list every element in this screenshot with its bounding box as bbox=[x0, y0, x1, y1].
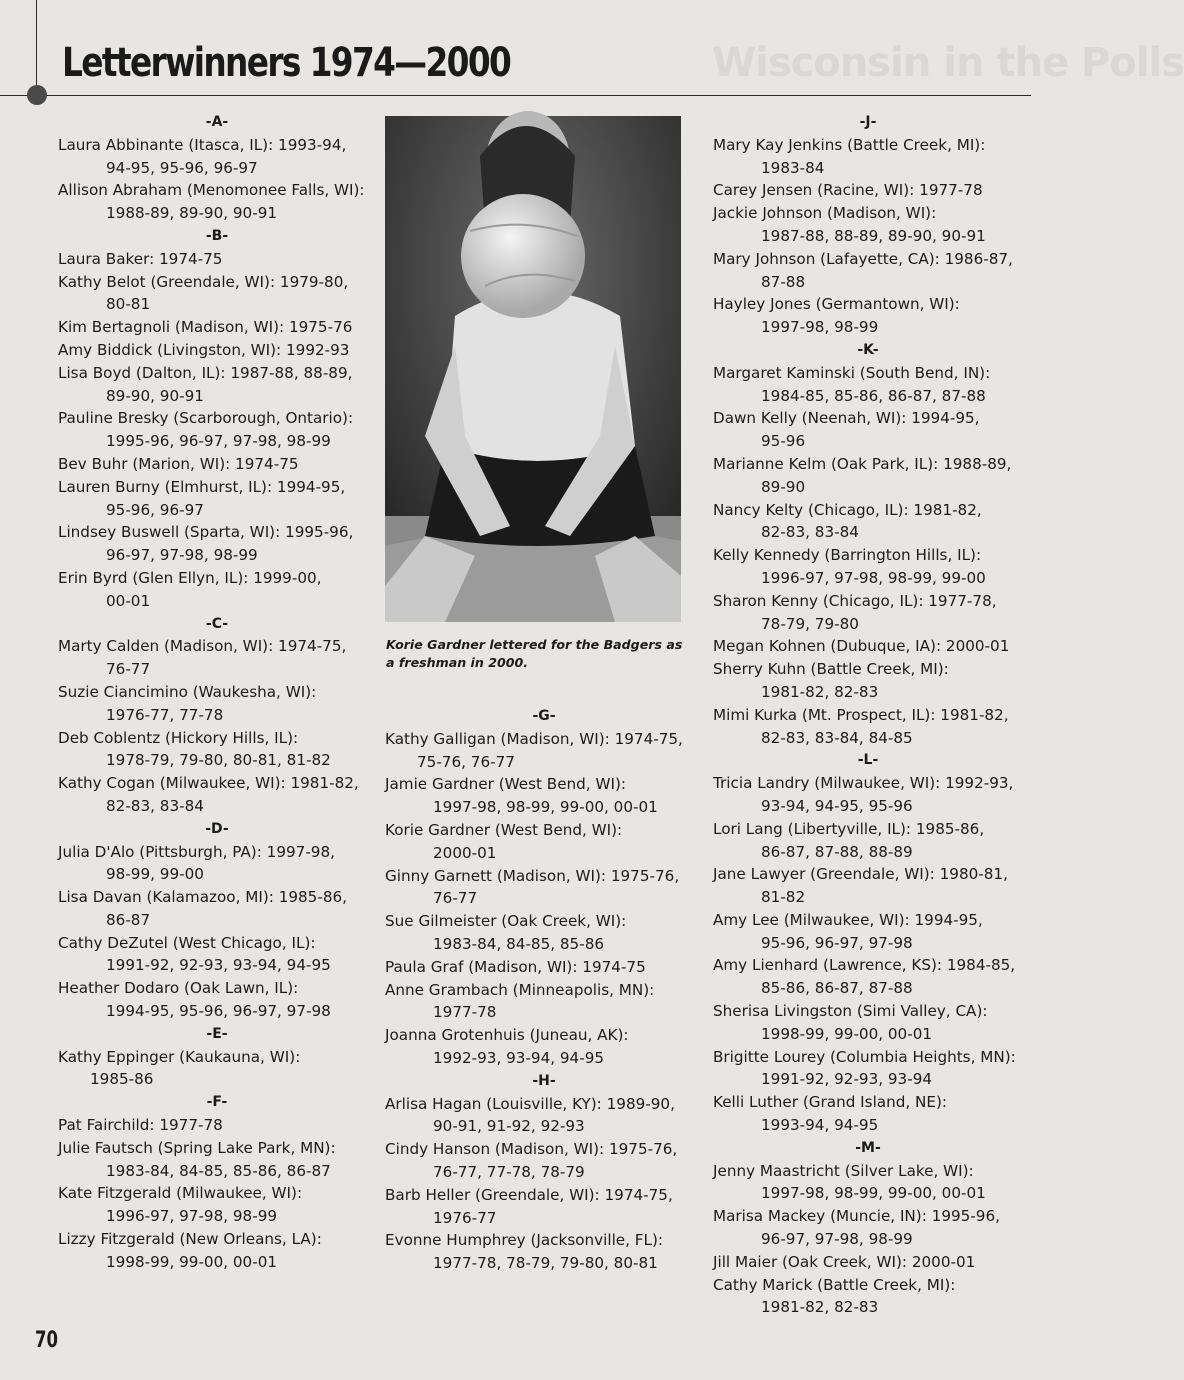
letterwinner-entry bbox=[58, 1137, 376, 1183]
entry-name-line: Laura Abbinante (Itasca, IL): 1993-94, bbox=[58, 135, 347, 154]
letterwinner-entry bbox=[58, 772, 376, 818]
letterwinner-entry bbox=[713, 248, 1023, 294]
entry-years-line: 1993-94, 94-95 bbox=[761, 1116, 879, 1135]
letterwinner-entry bbox=[58, 316, 376, 339]
entry-years-line: 1976-77 bbox=[433, 1208, 497, 1227]
letterwinner-entry bbox=[713, 1160, 1023, 1206]
section-letter-heading: -B- bbox=[205, 227, 229, 244]
entry-name-line: Sharon Kenny (Chicago, IL): 1977-78, bbox=[713, 591, 997, 610]
entry-years-line: 1996-97, 97-98, 98-99 bbox=[106, 1207, 278, 1226]
entry-name-line: Anne Grambach (Minneapolis, MN): bbox=[385, 980, 655, 999]
section-letter-heading: -D- bbox=[205, 820, 229, 837]
letterwinner-entry bbox=[58, 1114, 376, 1137]
letterwinner-entry bbox=[713, 590, 1023, 636]
entry-years-line: 1983-84 bbox=[761, 158, 825, 177]
letterwinner-entry bbox=[58, 407, 376, 453]
entry-name-line: Lori Lang (Libertyville, IL): 1985-86, bbox=[713, 819, 985, 838]
letterwinner-entry bbox=[58, 362, 376, 408]
letterwinner-entry bbox=[385, 1229, 703, 1275]
letterwinner-entry bbox=[58, 886, 376, 932]
letterwinner-entry bbox=[713, 293, 1023, 339]
entry-name-line: Suzie Ciancimino (Waukesha, WI): bbox=[58, 682, 317, 701]
entry-name-line: Carey Jensen (Racine, WI): 1977-78 bbox=[713, 181, 983, 200]
entry-name-line: Lisa Davan (Kalamazoo, MI): 1985-86, bbox=[58, 888, 347, 907]
entry-name-line: Jill Maier (Oak Creek, WI): 2000-01 bbox=[713, 1252, 976, 1271]
entry-years-line: 82-83, 83-84 bbox=[761, 523, 859, 542]
column-1 bbox=[58, 111, 376, 1274]
header-vertical-rule bbox=[36, 0, 37, 95]
entry-years-line: 76-77 bbox=[106, 660, 151, 679]
letterwinner-entry bbox=[713, 635, 1023, 658]
entry-years-line: 90-91, 91-92, 92-93 bbox=[433, 1117, 585, 1136]
entry-years-line: 82-83, 83-84, 84-85 bbox=[761, 728, 913, 747]
letterwinner-entry bbox=[385, 1138, 703, 1184]
entry-name-line: Lisa Boyd (Dalton, IL): 1987-88, 88-89, bbox=[58, 363, 353, 382]
volleyball-player-photo bbox=[385, 116, 681, 622]
entry-name-line: Julie Fautsch (Spring Lake Park, MN): bbox=[58, 1138, 336, 1157]
entry-name-line: Kathy Eppinger (Kaukauna, WI): bbox=[58, 1047, 301, 1066]
entry-name-line: Pat Fairchild: 1977-78 bbox=[58, 1116, 223, 1135]
entry-name-line: Marianne Kelm (Oak Park, IL): 1988-89, bbox=[713, 454, 1012, 473]
entry-name-line: Kim Bertagnoli (Madison, WI): 1975-76 bbox=[58, 318, 353, 337]
entry-years-line: 1977-78, 78-79, 79-80, 80-81 bbox=[433, 1254, 658, 1273]
section-letter-heading: -E- bbox=[206, 1025, 228, 1042]
entry-years-line: 1996-97, 97-98, 98-99, 99-00 bbox=[761, 568, 986, 587]
entry-years-line: 1978-79, 79-80, 80-81, 81-82 bbox=[106, 751, 331, 770]
entry-years-line: 93-94, 94-95, 95-96 bbox=[761, 796, 913, 815]
entry-years-line: 1977-78 bbox=[433, 1003, 497, 1022]
entry-years-line: 76-77, 77-78, 78-79 bbox=[433, 1162, 585, 1181]
section-letter-heading: -K- bbox=[857, 341, 879, 358]
letterwinner-entry bbox=[58, 567, 376, 613]
letterwinner-entry bbox=[713, 1091, 1023, 1137]
entry-name-line: Julia D'Alo (Pittsburgh, PA): 1997-98, bbox=[58, 842, 335, 861]
letterwinner-entry bbox=[713, 954, 1023, 1000]
section-letter-heading: -H- bbox=[532, 1072, 556, 1089]
entry-name-line: Amy Lee (Milwaukee, WI): 1994-95, bbox=[713, 910, 983, 929]
letterwinner-entry bbox=[713, 909, 1023, 955]
header-bullet-dot bbox=[27, 85, 47, 105]
letterwinner-entry bbox=[385, 1093, 703, 1139]
letterwinner-entry bbox=[58, 248, 376, 271]
letterwinner-entry bbox=[58, 1182, 376, 1228]
letterwinner-entry bbox=[713, 818, 1023, 864]
letterwinner-entry bbox=[713, 134, 1023, 180]
entry-years-line: 98-99, 99-00 bbox=[106, 865, 204, 884]
letterwinner-entry bbox=[58, 179, 376, 225]
entry-years-line: 1976-77, 77-78 bbox=[106, 705, 224, 724]
letterwinner-entry bbox=[58, 134, 376, 180]
entry-name-line: Kate Fitzgerald (Milwaukee, WI): bbox=[58, 1184, 303, 1203]
section-letter-heading: -F- bbox=[206, 1094, 228, 1111]
entry-years-line: 85-86, 86-87, 87-88 bbox=[761, 979, 913, 998]
letterwinner-entry bbox=[713, 863, 1023, 909]
letterwinner-entry bbox=[713, 202, 1023, 248]
letterwinner-entry bbox=[58, 271, 376, 317]
letterwinner-entry bbox=[58, 681, 376, 727]
entry-name-line: Marisa Mackey (Muncie, IN): 1995-96, bbox=[713, 1207, 1000, 1226]
letterwinner-entry bbox=[713, 1046, 1023, 1092]
entry-name-line: Cindy Hanson (Madison, WI): 1975-76, bbox=[385, 1140, 678, 1159]
column-2 bbox=[385, 705, 703, 1275]
entry-name-line: Kelli Luther (Grand Island, NE): bbox=[713, 1093, 948, 1112]
letterwinner-entry bbox=[385, 865, 703, 911]
letterwinner-entry bbox=[713, 772, 1023, 818]
letterwinner-entry bbox=[385, 819, 703, 865]
entry-name-line: Paula Graf (Madison, WI): 1974-75 bbox=[385, 957, 646, 976]
letterwinner-entry bbox=[713, 658, 1023, 704]
letterwinner-entry bbox=[58, 1228, 376, 1274]
entry-name-line: Tricia Landry (Milwaukee, WI): 1992-93, bbox=[713, 774, 1014, 793]
entry-name-line: Pauline Bresky (Scarborough, Ontario): bbox=[58, 409, 354, 428]
letterwinner-entry bbox=[58, 635, 376, 681]
entry-years-line: 1991-92, 92-93, 93-94 bbox=[761, 1070, 933, 1089]
section-letter-heading: -A- bbox=[205, 114, 229, 130]
page-number: 70 bbox=[35, 1328, 58, 1353]
letterwinner-entry bbox=[713, 362, 1023, 408]
entry-years-line: 1987-88, 88-89, 89-90, 90-91 bbox=[761, 226, 986, 245]
entry-name-line: Kathy Galligan (Madison, WI): 1974-75, bbox=[385, 729, 683, 748]
letterwinner-entry bbox=[58, 977, 376, 1023]
entry-years-line: 1994-95, 95-96, 96-97, 97-98 bbox=[106, 1002, 331, 1021]
entry-name-line: Sue Gilmeister (Oak Creek, WI): bbox=[385, 912, 627, 931]
entry-name-line: Allison Abraham (Menomonee Falls, WI): bbox=[58, 181, 365, 200]
entry-years-line: 1984-85, 85-86, 86-87, 87-88 bbox=[761, 386, 986, 405]
entry-name-line: Arlisa Hagan (Louisville, KY): 1989-90, bbox=[385, 1094, 675, 1113]
letterwinner-entry bbox=[713, 704, 1023, 750]
entry-name-line: Margaret Kaminski (South Bend, IN): bbox=[713, 363, 991, 382]
entry-years-line: 87-88 bbox=[761, 272, 806, 291]
entry-name-line: Bev Buhr (Marion, WI): 1974-75 bbox=[58, 454, 299, 473]
entry-name-line: Korie Gardner (West Bend, WI): bbox=[385, 820, 623, 839]
entry-name-line: Sherry Kuhn (Battle Creek, MI): bbox=[713, 660, 949, 679]
entry-years-line: 1983-84, 84-85, 85-86, 86-87 bbox=[106, 1161, 331, 1180]
entry-years-line: 78-79, 79-80 bbox=[761, 614, 859, 633]
entry-years-line: 1992-93, 93-94, 94-95 bbox=[433, 1048, 605, 1067]
entry-years-line: 1988-89, 89-90, 90-91 bbox=[106, 204, 278, 223]
entry-name-line: Cathy DeZutel (West Chicago, IL): bbox=[58, 933, 316, 952]
entry-years-line: 1997-98, 98-99 bbox=[761, 318, 879, 337]
letterwinner-entry bbox=[58, 521, 376, 567]
entry-years-line: 1983-84, 84-85, 85-86 bbox=[433, 934, 605, 953]
column-3 bbox=[713, 111, 1023, 1319]
entry-name-line: Evonne Humphrey (Jacksonville, FL): bbox=[385, 1231, 664, 1250]
entry-years-line: 1991-92, 92-93, 93-94, 94-95 bbox=[106, 956, 331, 975]
entry-name-line: Marty Calden (Madison, WI): 1974-75, bbox=[58, 637, 347, 656]
entry-name-line: Laura Baker: 1974-75 bbox=[58, 249, 223, 268]
entry-years-line: 94-95, 95-96, 96-97 bbox=[106, 158, 258, 177]
entry-name-line: Deb Coblentz (Hickory Hills, IL): bbox=[58, 728, 299, 747]
letterwinner-entry bbox=[58, 727, 376, 773]
letterwinner-entry bbox=[713, 1274, 1023, 1320]
entry-name-line: Ginny Garnett (Madison, WI): 1975-76, bbox=[385, 866, 680, 885]
section-letter-heading: -L- bbox=[857, 752, 879, 769]
entry-name-line: Dawn Kelly (Neenah, WI): 1994-95, bbox=[713, 409, 980, 428]
letterwinner-entry bbox=[385, 728, 703, 774]
entry-years-line: 1981-82, 82-83 bbox=[761, 1298, 879, 1317]
entry-years-line: 80-81 bbox=[106, 295, 151, 314]
entry-years-line: 1997-98, 98-99, 99-00, 00-01 bbox=[761, 1184, 986, 1203]
letterwinner-entry bbox=[713, 179, 1023, 202]
entry-years-line: 1981-82, 82-83 bbox=[761, 682, 879, 701]
letterwinner-entry bbox=[713, 544, 1023, 590]
letterwinner-entry bbox=[58, 841, 376, 887]
entry-name-line: Lizzy Fitzgerald (New Orleans, LA): bbox=[58, 1230, 322, 1249]
section-letter-heading: -J- bbox=[859, 114, 877, 130]
entry-name-line: Heather Dodaro (Oak Lawn, IL): bbox=[58, 979, 299, 998]
entry-name-line: Erin Byrd (Glen Ellyn, IL): 1999-00, bbox=[58, 568, 322, 587]
entry-name-line: Brigitte Lourey (Columbia Heights, MN): bbox=[713, 1047, 1016, 1066]
letterwinner-entry bbox=[58, 476, 376, 522]
entry-years-line: 86-87 bbox=[106, 910, 151, 929]
entry-name-line: Cathy Marick (Battle Creek, MI): bbox=[713, 1275, 956, 1294]
entry-name-line: Lindsey Buswell (Sparta, WI): 1995-96, bbox=[58, 523, 354, 542]
entry-years-line: 82-83, 83-84 bbox=[106, 796, 204, 815]
section-letter-heading: -C- bbox=[205, 615, 229, 632]
entry-name-line: Hayley Jones (Germantown, WI): bbox=[713, 295, 960, 314]
entry-years-line: 96-97, 97-98, 98-99 bbox=[106, 546, 258, 565]
entry-name-line: Sherisa Livingston (Simi Valley, CA): bbox=[713, 1002, 988, 1021]
entry-years-line: 86-87, 87-88, 88-89 bbox=[761, 842, 913, 861]
section-letter-heading: -G- bbox=[532, 708, 556, 724]
header-horizontal-rule bbox=[0, 95, 1031, 96]
entry-years-line: 1998-99, 99-00, 00-01 bbox=[106, 1252, 278, 1271]
entry-years-line: 95-96 bbox=[761, 432, 806, 451]
entry-name-line: Joanna Grotenhuis (Juneau, AK): bbox=[385, 1026, 629, 1045]
entry-name-line: Barb Heller (Greendale, WI): 1974-75, bbox=[385, 1185, 673, 1204]
entry-years-line: 95-96, 96-97, 97-98 bbox=[761, 933, 913, 952]
letterwinner-entry bbox=[58, 932, 376, 978]
letterwinner-entry bbox=[385, 979, 703, 1025]
page-title: Letterwinners 1974—2000 bbox=[62, 40, 511, 86]
photo-caption: Korie Gardner lettered for the Badgers as a freshman in 2000. bbox=[386, 637, 683, 670]
entry-years-line: 2000-01 bbox=[433, 843, 497, 862]
letterwinner-entry bbox=[385, 956, 703, 979]
entry-years-line: 96-97, 97-98, 98-99 bbox=[761, 1230, 913, 1249]
letterwinner-entry bbox=[713, 1251, 1023, 1274]
entry-name-line: Jamie Gardner (West Bend, WI): bbox=[385, 775, 627, 794]
entry-name-line: Kelly Kennedy (Barrington Hills, IL): bbox=[713, 546, 982, 565]
letterwinner-entry bbox=[713, 499, 1023, 545]
entry-name-line: Mary Kay Jenkins (Battle Creek, MI): bbox=[713, 135, 986, 154]
entry-years-line: 81-82 bbox=[761, 888, 806, 907]
entry-name-line: Jackie Johnson (Madison, WI): bbox=[713, 204, 937, 223]
entry-years-line: 75-76, 76-77 bbox=[417, 752, 515, 771]
entry-years-line: 1997-98, 98-99, 99-00, 00-01 bbox=[433, 798, 658, 817]
letterwinner-entry bbox=[385, 910, 703, 956]
letterwinner-entry bbox=[58, 339, 376, 362]
entry-name-line: Mary Johnson (Lafayette, CA): 1986-87, bbox=[713, 249, 1013, 268]
entry-years-line: 1985-86 bbox=[90, 1070, 154, 1089]
entry-years-line: 1995-96, 96-97, 97-98, 98-99 bbox=[106, 432, 331, 451]
entry-name-line: Kathy Cogan (Milwaukee, WI): 1981-82, bbox=[58, 774, 359, 793]
entry-name-line: Jenny Maastricht (Silver Lake, WI): bbox=[713, 1161, 974, 1180]
entry-name-line: Nancy Kelty (Chicago, IL): 1981-82, bbox=[713, 500, 982, 519]
letterwinner-entry bbox=[713, 1000, 1023, 1046]
entry-name-line: Amy Biddick (Livingston, WI): 1992-93 bbox=[58, 340, 350, 359]
letterwinner-entry bbox=[58, 453, 376, 476]
entry-years-line: 89-90, 90-91 bbox=[106, 386, 204, 405]
photo-illustration bbox=[385, 116, 681, 622]
letterwinner-entry bbox=[713, 453, 1023, 499]
entry-years-line: 89-90 bbox=[761, 477, 806, 496]
letterwinner-entry bbox=[385, 773, 703, 819]
entry-years-line: 00-01 bbox=[106, 591, 151, 610]
entry-years-line: 1998-99, 99-00, 00-01 bbox=[761, 1024, 933, 1043]
letterwinner-entry bbox=[385, 1024, 703, 1070]
background-ghost-heading: Wisconsin in the Polls bbox=[712, 40, 1184, 86]
entry-name-line: Megan Kohnen (Dubuque, IA): 2000-01 bbox=[713, 637, 1010, 656]
entry-years-line: 95-96, 96-97 bbox=[106, 500, 204, 519]
letterwinner-entry bbox=[58, 1046, 376, 1092]
entry-years-line: 76-77 bbox=[433, 889, 478, 908]
entry-name-line: Jane Lawyer (Greendale, WI): 1980-81, bbox=[713, 865, 1008, 884]
entry-name-line: Amy Lienhard (Lawrence, KS): 1984-85, bbox=[713, 956, 1016, 975]
entry-name-line: Mimi Kurka (Mt. Prospect, IL): 1981-82, bbox=[713, 705, 1009, 724]
section-letter-heading: -M- bbox=[855, 1139, 881, 1156]
letterwinner-entry bbox=[385, 1184, 703, 1230]
entry-name-line: Kathy Belot (Greendale, WI): 1979-80, bbox=[58, 272, 349, 291]
letterwinner-entry bbox=[713, 407, 1023, 453]
letterwinner-entry bbox=[713, 1205, 1023, 1251]
entry-name-line: Lauren Burny (Elmhurst, IL): 1994-95, bbox=[58, 477, 346, 496]
